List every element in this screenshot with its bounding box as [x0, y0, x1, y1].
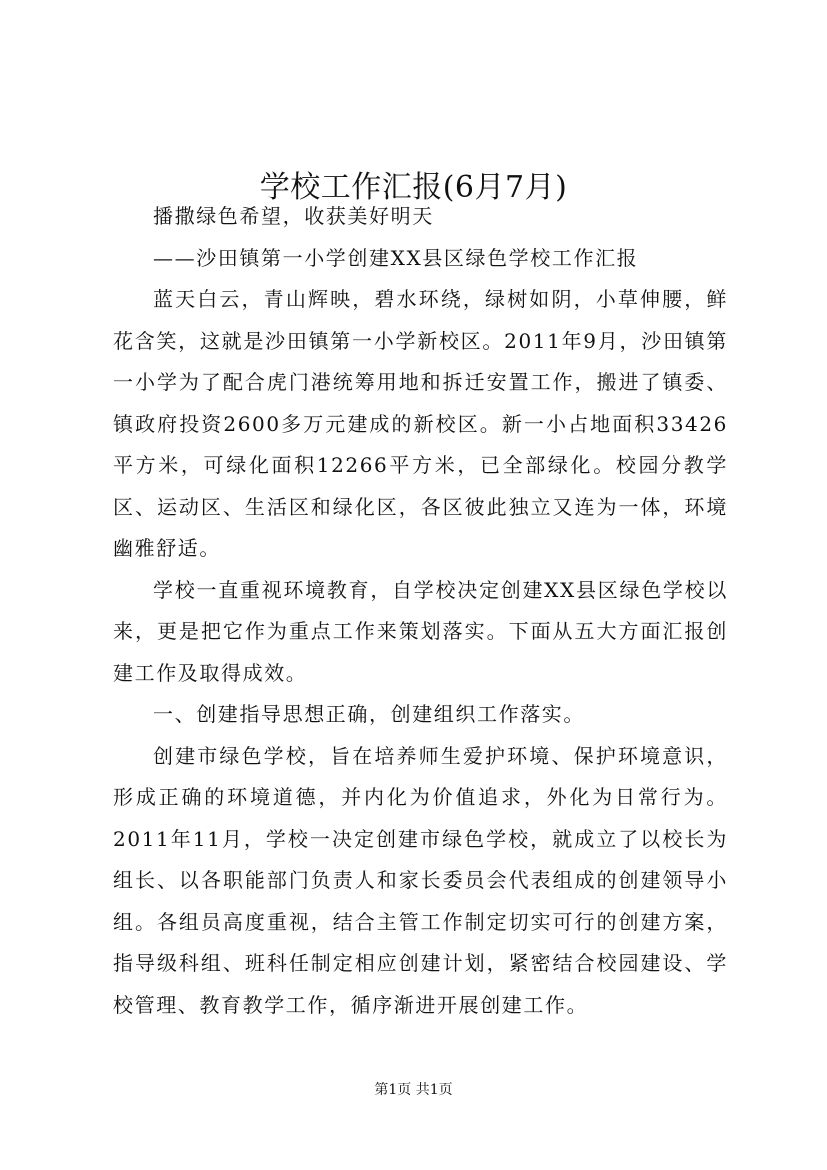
subtitle-byline-paragraph: ——沙田镇第一小学创建XX县区绿色学校工作汇报 — [153, 245, 639, 270]
body-paragraph-organization: 创建市绿色学校，旨在培养师生爱护环境、保护环境意识，形成正确的环境道德，并内化为价值追求，外化为日常行为。2011年11月，学校一决定创建市绿色学校，就成立了以校长为组长、以各职能部门负责人和家长委员会代表组成的创建领导小组。各组员高度重视，结合主管工作制定切实可行的创建方案，指导级科组、班科任制定相应创建计划，紧密结合校园建设、学校管理、教育教学工作，循序渐进开展创建工作。 — [113, 743, 728, 1017]
document-body — [113, 196, 728, 1026]
section-heading-1: 一、创建指导思想正确，创建组织工作落实。 — [153, 702, 585, 726]
body-paragraph-intro: 学校一直重视环境教育，自学校决定创建XX县区绿色学校以来，更是把它作为重点工作来策划落实。下面从五大方面汇报创建工作及取得成效。 — [113, 577, 728, 685]
body-paragraph-campus: 蓝天白云，青山辉映，碧水环绕，绿树如阴，小草伸腰，鲜花含笑，这就是沙田镇第一小学新校区。2011年9月，沙田镇第一小学为了配合虎门港统筹用地和拆迁安置工作，搬进了镇委、镇政府投资2600多万元建成的新校区。新一小占地面积33426平方米，可绿化面积12266平方米，已全部绿化。校园分教学区、运动区、生活区和绿化区，各区彼此独立又连为一体，环境幽雅舒适。 — [113, 287, 728, 560]
document-title: 学校工作汇报(6月7月) — [259, 170, 568, 206]
subtitle-paragraph: 播撒绿色希望，收获美好明天 — [153, 204, 434, 228]
page-footer: 第1页 共1页 — [374, 1082, 453, 1098]
